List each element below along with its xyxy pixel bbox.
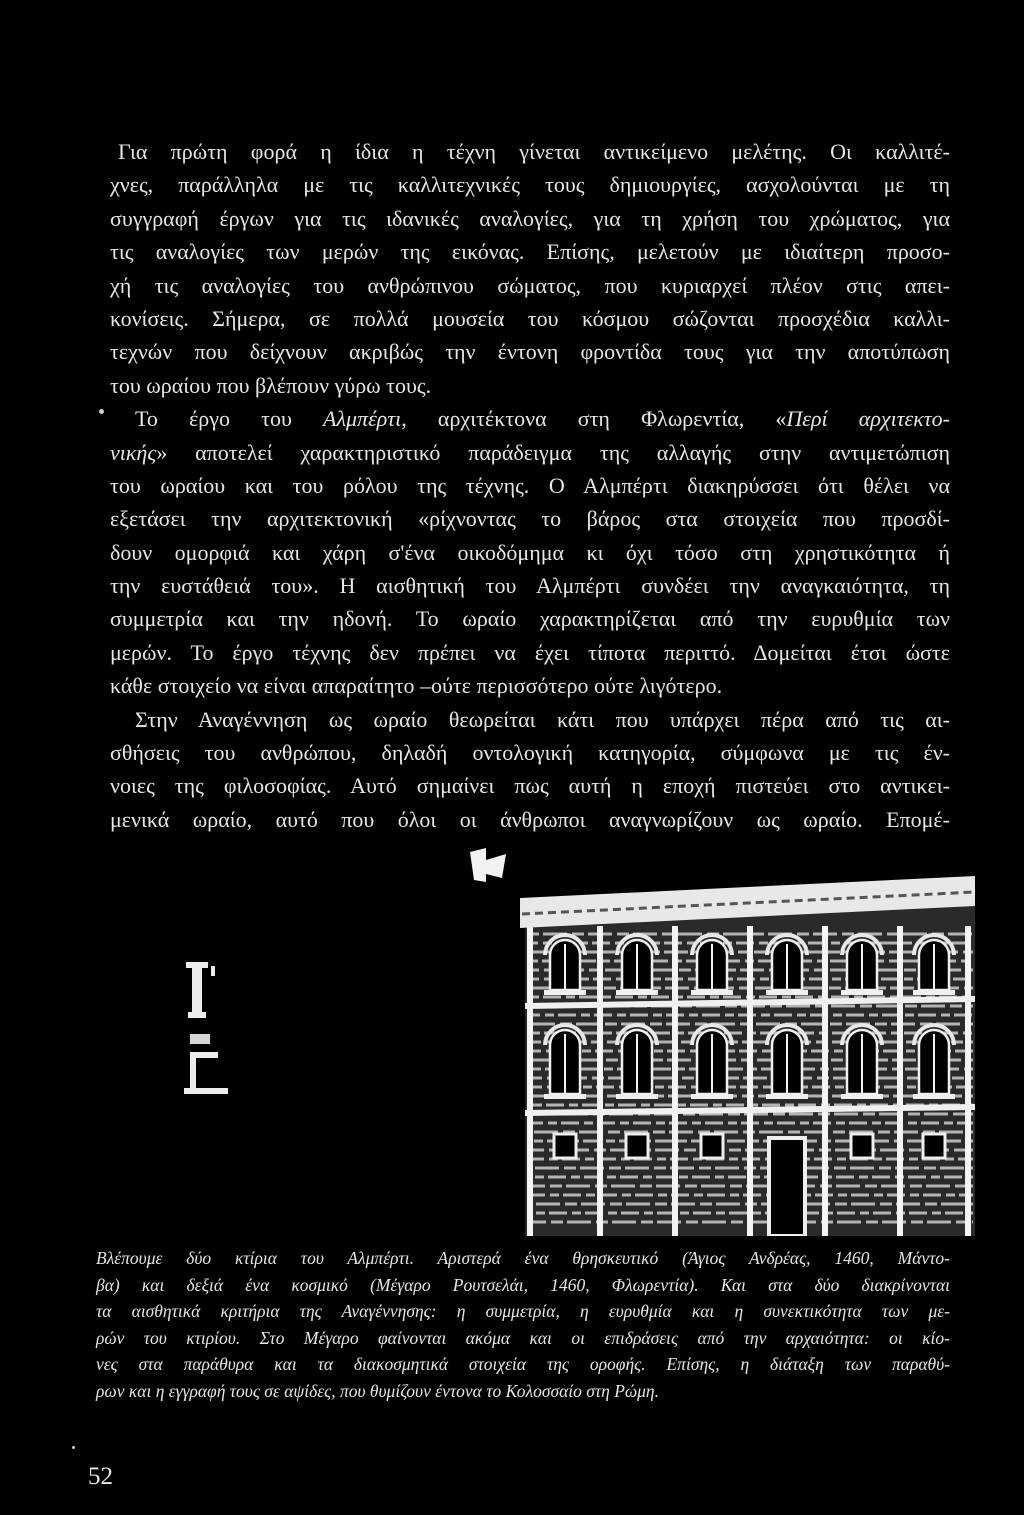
text-line <box>110 168 950 201</box>
tower-doorframe-top <box>190 1052 218 1058</box>
text-segment: εξετάσει την αρχιτεκτονική «ρίχνοντας το βάρος στα στοιχεία που προσδί- <box>110 506 950 532</box>
ground-window <box>554 1134 576 1158</box>
body-text <box>110 135 950 836</box>
text-line <box>110 436 950 469</box>
text-segment: χνες, παράλληλα με τις καλλιτεχνικές τους δημιουργίες, ασχολούνται με τη <box>110 172 950 198</box>
text-line <box>110 502 950 535</box>
text-segment: μερών. Το έργο τέχνης δεν πρέπει να έχει τίποτα περιττό. Δομείται έτσι ώστε <box>110 639 950 665</box>
text-line <box>110 335 950 368</box>
text-segment: χή τις αναλογίες του ανθρώπινου σώματος, που κυριαρχεί πλέον στις απει- <box>110 272 950 298</box>
italic-name: Αλμπέρτι <box>323 406 402 432</box>
italic-title: Περί αρχιτεκτο- <box>786 406 950 432</box>
caption-line: Βλέπουμε δύο κτίρια του Αλμπέρτι. Αριστερά ένα θρησκευτικό (Άγιος Ανδρέας, 1460, Μάντο- <box>96 1248 950 1268</box>
ground-window <box>923 1134 945 1158</box>
caption-line: τα αισθητικά κριτήρια της Αναγέννησης: η συμμετρία, η ευρυθμία και η συνεκτικότητα των με- <box>96 1301 950 1322</box>
caption-line: ρων και η εγγραφή τους σε αψίδες, που θυμίζουν έντονα το Κολοσσαίο στη Ρώμη. <box>96 1380 659 1401</box>
text-segment: συμμετρία και την ηδονή. Το ωραίο χαρακτηρίζεται από την ευρυθμία των <box>110 606 950 632</box>
text-segment: σθήσεις του ανθρώπου, δηλαδή οντολογική κατηγορία, σύμφωνα με τις έν- <box>110 740 950 766</box>
text-segment: » αποτελεί χαρακτηριστικό παράδειγμα της αλλαγής στην αντιμετώπιση <box>156 439 950 465</box>
palazzo-door <box>769 1138 805 1236</box>
text-line <box>110 569 950 602</box>
window-sill <box>766 990 808 995</box>
text-segment: μενικά ωραίο, αυτό που όλοι οι άνθρωποι αναγνωρίζουν ως ωραίο. Επομέ- <box>110 806 950 832</box>
text-segment: Για πρώτη φορά η ίδια η τέχνη γίνεται αντικείμενο μελέτης. Οι καλλιτέ- <box>118 139 950 164</box>
italic-title: νικής <box>110 439 157 465</box>
window-sill <box>616 1094 658 1099</box>
text-segment: του ωραίου που βλέπουν γύρω τους. <box>110 372 432 398</box>
text-segment: κάθε στοιχείο να είναι απαραίτητο –ούτε περισσότερο ούτε λιγότερο. <box>110 673 723 699</box>
text-line <box>110 202 950 235</box>
window-sill <box>766 1094 808 1099</box>
text-segment: κονίσεις. Σήμερα, σε πολλά μουσεία του κόσμου σώζονται προσχέδια καλλι- <box>110 305 950 331</box>
ground-window <box>626 1134 648 1158</box>
text-line <box>110 135 950 168</box>
figure-caption <box>96 1245 950 1405</box>
window-sill <box>544 990 586 995</box>
text-line <box>110 736 950 769</box>
text-line <box>110 803 950 836</box>
ground-window <box>851 1134 873 1158</box>
scan-speck <box>72 1446 75 1449</box>
text-segment: του ωραίου και του ρόλου της τέχνης. Ο Αλμπέρτι διακηρύσσει ότι θέλει να <box>110 472 950 498</box>
text-line <box>110 536 950 569</box>
caption-line: νες στα παράθυρα και τα διακοσμητικά στοιχεία της οροφής. Επίσης, η διάταξη των παραθύ- <box>96 1354 950 1375</box>
text-segment: την ευστάθειά του». Η αισθητική του Αλμπέρτι συνδέει την αναγκαιότητα, τη <box>110 573 950 599</box>
tower-base <box>184 1088 228 1094</box>
text-line <box>110 302 950 335</box>
text-segment: , αρχιτέκτονα στη Φλωρεντία, « <box>401 406 787 432</box>
window-sill <box>913 1094 955 1099</box>
tower-block <box>190 1034 210 1044</box>
page-number: 52 <box>88 1463 113 1490</box>
caption-line: βα) και δεξιά ένα κοσμικό (Μέγαρο Ρουτσελάι, 1460, Φλωρεντία). Και στα δύο διακρίνονται <box>96 1274 950 1295</box>
text-line <box>110 469 950 502</box>
text-line <box>110 636 950 669</box>
text-line <box>110 235 950 268</box>
buildings-photo <box>180 838 980 1236</box>
text-line <box>110 703 950 736</box>
caption-line: ρών του κτιρίου. Στο Μέγαρο φαίνονται ακόμα και οι επιδράσεις από την αρχαιότητα: οι κίο- <box>96 1327 950 1348</box>
text-line <box>110 369 950 402</box>
text-segment: δουν ομορφιά και χάρη σ'ένα οικοδόμημα κι όχι τόσο στη χρηστικότητα ή <box>110 539 950 565</box>
window-sill <box>691 990 733 995</box>
text-line <box>110 669 950 702</box>
text-line <box>110 269 950 302</box>
tower-band <box>188 1012 206 1018</box>
window-sill <box>691 1094 733 1099</box>
text-segment: Στην Αναγέννηση ως ωραίο θεωρείται κάτι που υπάρχει πέρα από τις αι- <box>135 706 950 732</box>
window-sill <box>544 1094 586 1099</box>
text-segment: Το έργο του <box>135 406 324 432</box>
scan-speck <box>99 409 104 414</box>
tower-mark <box>211 966 215 976</box>
window-sill <box>616 990 658 995</box>
text-segment: νοιες της φιλοσοφίας. Αυτό σημαίνει πως αυτή η εποχή πιστεύει στο αντικει- <box>110 773 950 799</box>
window-sill <box>841 990 883 995</box>
tower-shaft <box>192 964 202 1012</box>
text-segment: συγγραφή έργων για τις ιδανικές αναλογίες, για τη χρήση του χρώματος, για <box>110 205 950 231</box>
text-segment: τεχνών που δείχνουν ακριβώς την έντονη φροντίδα τους για την αποτύπωση <box>110 339 950 365</box>
ground-window <box>701 1134 723 1158</box>
text-line <box>110 769 950 802</box>
window-sill <box>841 1094 883 1099</box>
window-sill <box>913 990 955 995</box>
text-segment: τις αναλογίες των μερών της εικόνας. Επίσης, μελετούν με ιδιαίτερη προσο- <box>110 239 950 265</box>
text-line <box>110 602 950 635</box>
text-line <box>110 402 950 435</box>
